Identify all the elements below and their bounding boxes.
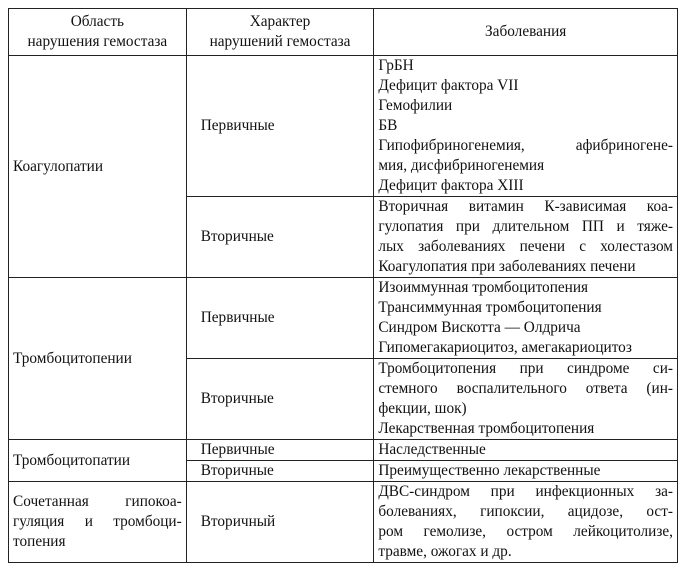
header-row (9, 9, 678, 56)
table-row (9, 278, 678, 359)
character-cell: Первичные (186, 56, 374, 197)
diseases-cell: Преимущественно лекарственные (374, 461, 678, 482)
diseases-cell: ГрБН Дефицит фактора VII Гемофилии БВ Гипофибриногенемия, афибриногене- мия, дисфибриногенемия Дефицит фактора XIII (374, 56, 678, 197)
character-cell: Первичные (186, 278, 374, 359)
diseases-cell: Наследственные (374, 440, 678, 461)
area-cell-combined: Сочетанная гипокоа- гуляция и тромбоци- топения (9, 482, 187, 563)
diseases-cell: Тромбоцитопения при синдроме си- стемного воспалительного ответа (ин- фекции, шок) Лекарственная тромбоцитопения (374, 359, 678, 440)
character-cell: Первичные (186, 440, 374, 461)
diseases-cell: ДВС-синдром при инфекционных за- болеваниях, гипоксии, ацидозе, ост- ром гемолизе, остром лейкоцитолизе, травме, ожогах и др. (374, 482, 678, 563)
table-body (9, 56, 678, 563)
header-area: Область нарушения гемостаза (9, 9, 187, 56)
area-cell-thrombocytopenias: Тромбоцитопении (9, 278, 187, 440)
table-row (9, 56, 678, 197)
area-cell-coagulopathies: Коагулопатии (9, 56, 187, 278)
character-cell: Вторичный (186, 482, 374, 563)
diseases-cell: Изоиммунная тромбоцитопения Трансиммунная тромбоцитопения Синдром Вискотта — Олдрича Гипомегакариоцитоз, амегакариоцитоз (374, 278, 678, 359)
header-diseases: Заболевания (374, 9, 678, 56)
header-character: Характер нарушений гемостаза (186, 9, 374, 56)
area-cell-thrombocytopathies: Тромбоцитопатии (9, 440, 187, 482)
table-row (9, 482, 678, 563)
character-cell: Вторичные (186, 359, 374, 440)
character-cell: Вторичные (186, 461, 374, 482)
table-row (9, 440, 678, 461)
diseases-cell: Вторичная витамин К-зависимая коа- гулопатия при длительном ПП и тяже- лых заболеваниях печени с холестазом Коагулопатия при заболеваниях печени (374, 197, 678, 278)
character-cell: Вторичные (186, 197, 374, 278)
hemostasis-disorders-table (8, 8, 678, 563)
